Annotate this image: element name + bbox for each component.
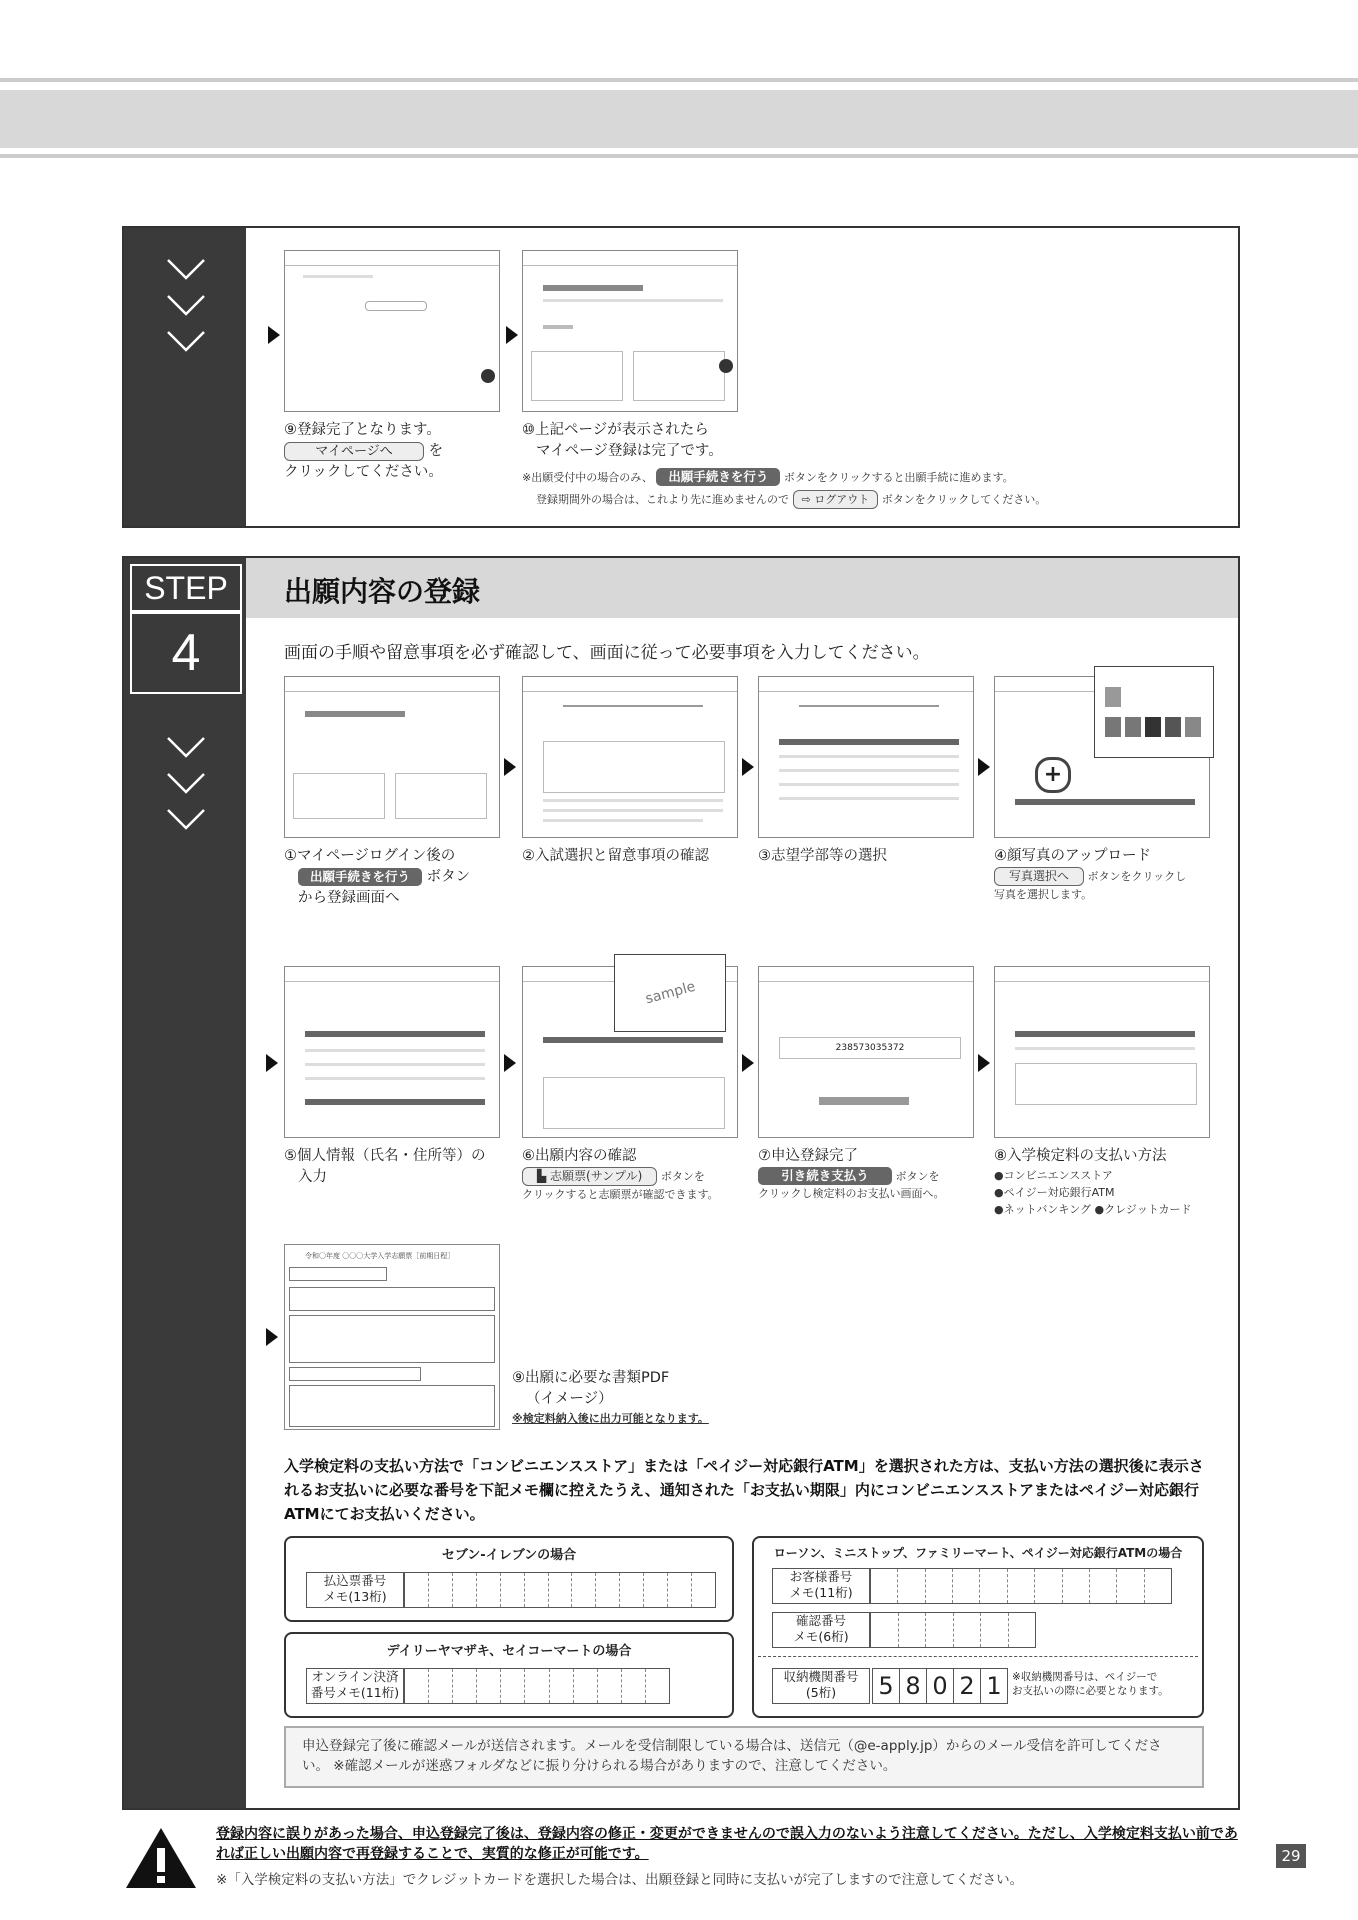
email-notice-box: [284, 1726, 1204, 1788]
arrow-right-icon: [506, 326, 518, 344]
arrow-right-icon: [742, 1054, 754, 1072]
step-intro: 画面の手順や留意事項を必ず確認して、画面に従って必要事項を入力してください。: [284, 643, 930, 663]
payment-option: ●ネットバンキング ●クレジットカード: [994, 1203, 1192, 1216]
caption-step9: [284, 420, 504, 483]
arrow-right-icon: [268, 326, 280, 344]
caption-note: ※検定料納入後に出力可能となります。: [512, 1412, 709, 1425]
memo-title: ローソン、ミニストップ、ファミリーマート、ペイジー対応銀行ATMの場合: [773, 1546, 1183, 1560]
memo-input-cells[interactable]: [404, 1668, 670, 1704]
institution-note: ※収納機関番号は、ペイジーで お支払いの際に必要となります。: [1012, 1671, 1169, 1697]
photo-selection-popup: [1094, 666, 1214, 758]
caption-step2: ②入試選択と留意事項の確認: [522, 848, 709, 864]
memo-title: デイリーヤマザキ、セイコーマートの場合: [386, 1644, 632, 1659]
divider: [758, 1656, 1198, 1657]
arrow-right-icon: [742, 758, 754, 776]
caption-text: ボタンを: [660, 1170, 705, 1183]
sample-watermark: sample: [643, 978, 698, 1008]
warning-text: 登録内容に誤りがあった場合、申込登録完了後は、登録内容の修正・変更ができませんので誤入力のないよう注意してください。ただし、入学検定料支払い前であれば正しい出願内容で再登録することで、実質的な修正が可能です。: [216, 1826, 1238, 1862]
caption-step9: [512, 1368, 772, 1427]
memo-label: オンライン決済 番号メモ(11桁): [306, 1668, 404, 1704]
memo-seven-eleven: [284, 1536, 734, 1622]
caption-text: ⑦申込登録完了: [758, 1148, 858, 1164]
arrow-right-icon: [266, 1328, 278, 1346]
digit: 0: [927, 1669, 954, 1703]
note-logout: [536, 490, 1236, 509]
select-photo-button[interactable]: 写真選択へ: [994, 867, 1084, 886]
digit: 5: [873, 1669, 900, 1703]
screenshot-4: +: [994, 676, 1210, 838]
caption-text: クリックし検定料のお支払い画面へ。: [758, 1187, 945, 1200]
email-notice: 申込登録完了後に確認メールが送信されます。メールを受信制限している場合は、送信元（@e-apply.jp）からのメール受信を許可してください。 ※確認メールが迷惑フォルダなどに振り分けられる場合がありますので、注意してください。: [302, 1738, 1162, 1774]
caption-text: から登録画面へ: [298, 890, 400, 906]
step4-panel: [122, 556, 1240, 1810]
caption-step4: [994, 846, 1234, 903]
digit: 2: [954, 1669, 981, 1703]
memo-label: お客様番号 メモ(11桁): [772, 1568, 870, 1604]
caption-step8: [994, 1146, 1234, 1218]
memo-input-cells[interactable]: [870, 1568, 1172, 1604]
screenshot-mypage: [522, 250, 738, 412]
memo-title: セブン-イレブンの場合: [441, 1548, 577, 1563]
caption-step3: ③志望学部等の選択: [758, 848, 887, 864]
caption-text: ⑥出願内容の確認: [522, 1148, 637, 1164]
warning-note: ※「入学検定料の支払い方法」でクレジットカードを選択した場合は、出願登録と同時に支払いが完了しますので注意してください。: [216, 1872, 1024, 1888]
screenshot-registration-complete: [284, 250, 500, 412]
chevron-down-icon: [164, 734, 208, 844]
apply-procedure-button[interactable]: 出願手続きを行う: [656, 468, 780, 486]
arrow-right-icon: [504, 758, 516, 776]
step-label-box: STEP: [130, 564, 242, 612]
note-apply: [522, 468, 1222, 486]
digit: 1: [986, 1672, 1002, 1700]
bottom-rule: [0, 154, 1358, 158]
step-number-box: 4: [130, 612, 242, 694]
caption-text: ボタン: [426, 869, 471, 885]
screenshot-8: [994, 966, 1210, 1138]
top-rule: [0, 78, 1358, 82]
caption-text: マイページ登録は完了です。: [536, 443, 723, 459]
arrow-right-icon: [504, 1054, 516, 1072]
caption-text: 写真を選択します。: [994, 888, 1093, 901]
screenshot-7: [758, 966, 974, 1138]
application-number: 238573035372: [779, 1037, 961, 1059]
memo-label: 収納機関番号 (5桁): [772, 1668, 870, 1704]
sample-form-popup: [614, 954, 726, 1032]
note-text: ※出願受付中の場合のみ、: [522, 471, 653, 484]
arrow-right-icon: [978, 758, 990, 776]
caption-text: ⑨登録完了となります。: [284, 422, 441, 438]
logout-button[interactable]: ⇨ ログアウト: [793, 490, 879, 509]
caption-text: ボタンを: [895, 1170, 940, 1183]
memo-input-cells[interactable]: [870, 1612, 1036, 1648]
caption-step1: [284, 846, 514, 909]
screenshot-5: [284, 966, 500, 1138]
memo-label: 払込票番号 メモ(13桁): [306, 1572, 404, 1608]
page-number: 29: [1276, 1844, 1306, 1868]
note-text: ボタンをクリックしてください。: [881, 493, 1047, 506]
application-form-pdf: [284, 1244, 500, 1430]
arrow-right-icon: [978, 1054, 990, 1072]
note-text: 登録期間外の場合は、これより先に進めませんので: [536, 493, 789, 506]
caption-step7: [758, 1146, 988, 1202]
caption-step6: [522, 1146, 752, 1203]
note-text: ボタンをクリックすると出願手続に進めます。: [783, 471, 1014, 484]
form-title: 令和〇年度 〇〇〇大学入学志願票［前期日程］: [305, 1252, 455, 1260]
caption-text: ⑩上記ページが表示されたら: [522, 422, 709, 438]
caption-step10: [522, 420, 822, 462]
step-title: 出願内容の登録: [284, 575, 481, 608]
caption-text: クリックしてください。: [284, 464, 443, 480]
caption-text: 入力: [298, 1169, 327, 1185]
memo-daily-seicomart: [284, 1632, 734, 1718]
caption-text: を: [428, 443, 444, 459]
warning-icon: [124, 1826, 198, 1890]
memo-label: 確認番号 メモ(6桁): [772, 1612, 870, 1648]
caption-text: クリックすると志願票が確認できます。: [522, 1188, 719, 1201]
caption-text: ⑨出願に必要な書類PDF: [512, 1370, 670, 1386]
payment-notice: 入学検定料の支払い方法で「コンビニエンスストア」または「ペイジー対応銀行ATM」を選択された方は、支払い方法の選択後に表示されるお支払いに必要な番号を下記メモ欄に控えたうえ、通知された「お支払い期限」内にコンビニエンスストアまたはペイジー対応銀行ATMにてお支払いください。: [284, 1457, 1204, 1523]
screenshot-1: [284, 676, 500, 838]
caption-text: （イメージ）: [526, 1391, 613, 1407]
memo-input-cells[interactable]: [404, 1572, 716, 1608]
header-band: [0, 90, 1358, 148]
sample-form-button[interactable]: ▙ 志願票(サンプル): [522, 1167, 657, 1186]
arrow-right-icon: [266, 1054, 278, 1072]
registration-complete-panel: [122, 226, 1240, 528]
caption-text: ⑤個人情報（氏名・住所等）の: [284, 1148, 486, 1164]
screenshot-2: [522, 676, 738, 838]
caption-step5: [284, 1146, 514, 1188]
apply-procedure-button[interactable]: 出願手続きを行う: [298, 868, 422, 886]
payment-option: ●ペイジー対応銀行ATM: [994, 1186, 1115, 1199]
chevron-down-icon: [164, 256, 208, 366]
mypage-button[interactable]: マイページへ: [284, 442, 424, 461]
memo-lawson-etc: [752, 1536, 1204, 1718]
caption-text: ①マイページログイン後の: [284, 848, 456, 864]
caption-text: ⑧入学検定料の支払い方法: [994, 1148, 1167, 1164]
digit: 8: [900, 1669, 927, 1703]
caption-text: ④顔写真のアップロード: [994, 848, 1151, 864]
institution-number: [872, 1668, 1008, 1704]
caption-text: ボタンをクリックし: [1087, 870, 1187, 883]
screenshot-3: [758, 676, 974, 838]
payment-option: ●コンビニエンスストア: [994, 1169, 1113, 1182]
continue-payment-button[interactable]: 引き続き支払う: [758, 1167, 892, 1185]
